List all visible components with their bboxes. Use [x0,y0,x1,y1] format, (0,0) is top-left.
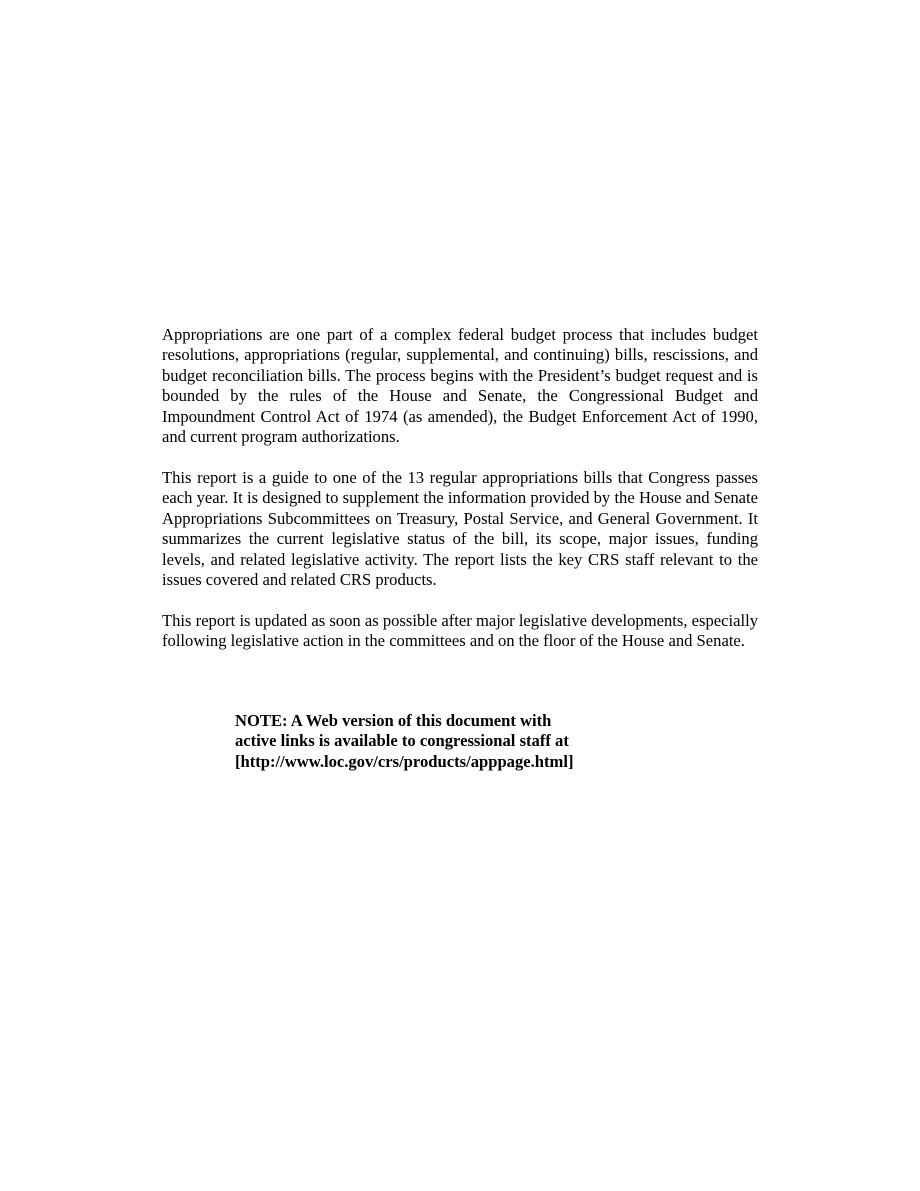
paragraph-report-guide: This report is a guide to one of the 13 regular appropriations bills that Congress passes each year. It is designed to supplement the information provided by the House and Senate Appropriations Subcommittees on Treasury, Postal Service, and General Government. It summarizes the current legislative status of the bill, its scope, major issues, funding levels, and related legislative activity. The report lists the key CRS staff relevant to the issues covered and related CRS products. [162,468,758,590]
paragraph-appropriations-overview: Appropriations are one part of a complex federal budget process that includes budget resolutions, appropriations (regular, supplemental, and continuing) bills, rescissions, and budget reconciliation bills. The process begins with the President’s budget request and is bounded by the rules of the House and Senate, the Congressional Budget and Impoundment Control Act of 1974 (as amended), the Budget Enforcement Act of 1990, and current program authorizations. [162,325,758,447]
web-version-note: NOTE: A Web version of this document with active links is available to congressional staff at [http://www.loc.gov/crs/products/apppage.html] [235,711,574,771]
body-text [162,325,758,672]
paragraph-update-policy: This report is updated as soon as possible after major legislative developments, especially following legislative action in the committees and on the floor of the House and Senate. [162,611,758,651]
